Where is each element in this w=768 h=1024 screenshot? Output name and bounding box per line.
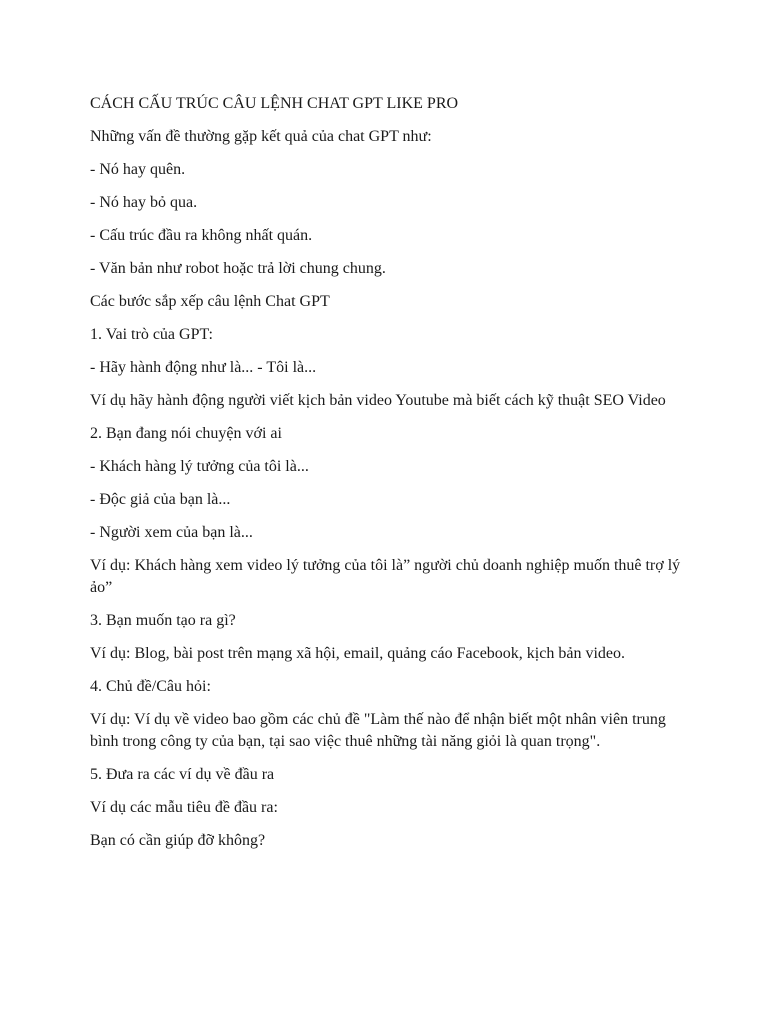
section-heading: Các bước sắp xếp câu lệnh Chat GPT [90, 293, 330, 310]
step-heading: 2. Bạn đang nói chuyện với ai [90, 425, 282, 442]
bullet-item: - Khách hàng lý tưởng của tôi là... [90, 458, 309, 475]
bullet-item: - Hãy hành động như là... - Tôi là... [90, 359, 317, 376]
closing-line: Bạn có cần giúp đỡ không? [90, 832, 266, 849]
bullet-item: - Cấu trúc đầu ra không nhất quán. [90, 227, 313, 244]
example-paragraph: Ví dụ các mẫu tiêu đề đầu ra: [90, 799, 278, 816]
example-paragraph: Ví dụ hãy hành động người viết kịch bản video Youtube mà biết cách kỹ thuật SEO Video [90, 392, 666, 409]
bullet-item: - Văn bản như robot hoặc trả lời chung chung. [90, 260, 386, 277]
example-paragraph: Ví dụ: Blog, bài post trên mạng xã hội, email, quảng cáo Facebook, kịch bản video. [90, 645, 625, 662]
paragraph-intro: Những vấn đề thường gặp kết quả của chat GPT như: [90, 128, 432, 145]
bullet-item: - Nó hay quên. [90, 161, 186, 178]
document-title: CÁCH CẤU TRÚC CÂU LỆNH CHAT GPT LIKE PRO [90, 95, 459, 112]
example-paragraph: Ví dụ: Khách hàng xem video lý tưởng của tôi là” người chủ doanh nghiệp muốn thuê trợ lý ảo” [90, 557, 681, 596]
step-heading: 4. Chủ đề/Câu hỏi: [90, 678, 211, 695]
step-heading: 5. Đưa ra các ví dụ về đầu ra [90, 766, 275, 783]
example-paragraph: Ví dụ: Ví dụ về video bao gồm các chủ đề "Làm thế nào để nhận biết một nhân viên trung bình trong công ty của bạn, tại sao việc thuê những tài năng giỏi là quan trọng". [90, 711, 666, 750]
bullet-item: - Nó hay bỏ qua. [90, 194, 198, 211]
step-heading: 3. Bạn muốn tạo ra gì? [90, 612, 236, 629]
bullet-item: - Độc giả của bạn là... [90, 491, 231, 508]
bullet-item: - Người xem của bạn là... [90, 524, 253, 541]
step-heading: 1. Vai trò của GPT: [90, 326, 213, 343]
document-body [90, 93, 690, 863]
